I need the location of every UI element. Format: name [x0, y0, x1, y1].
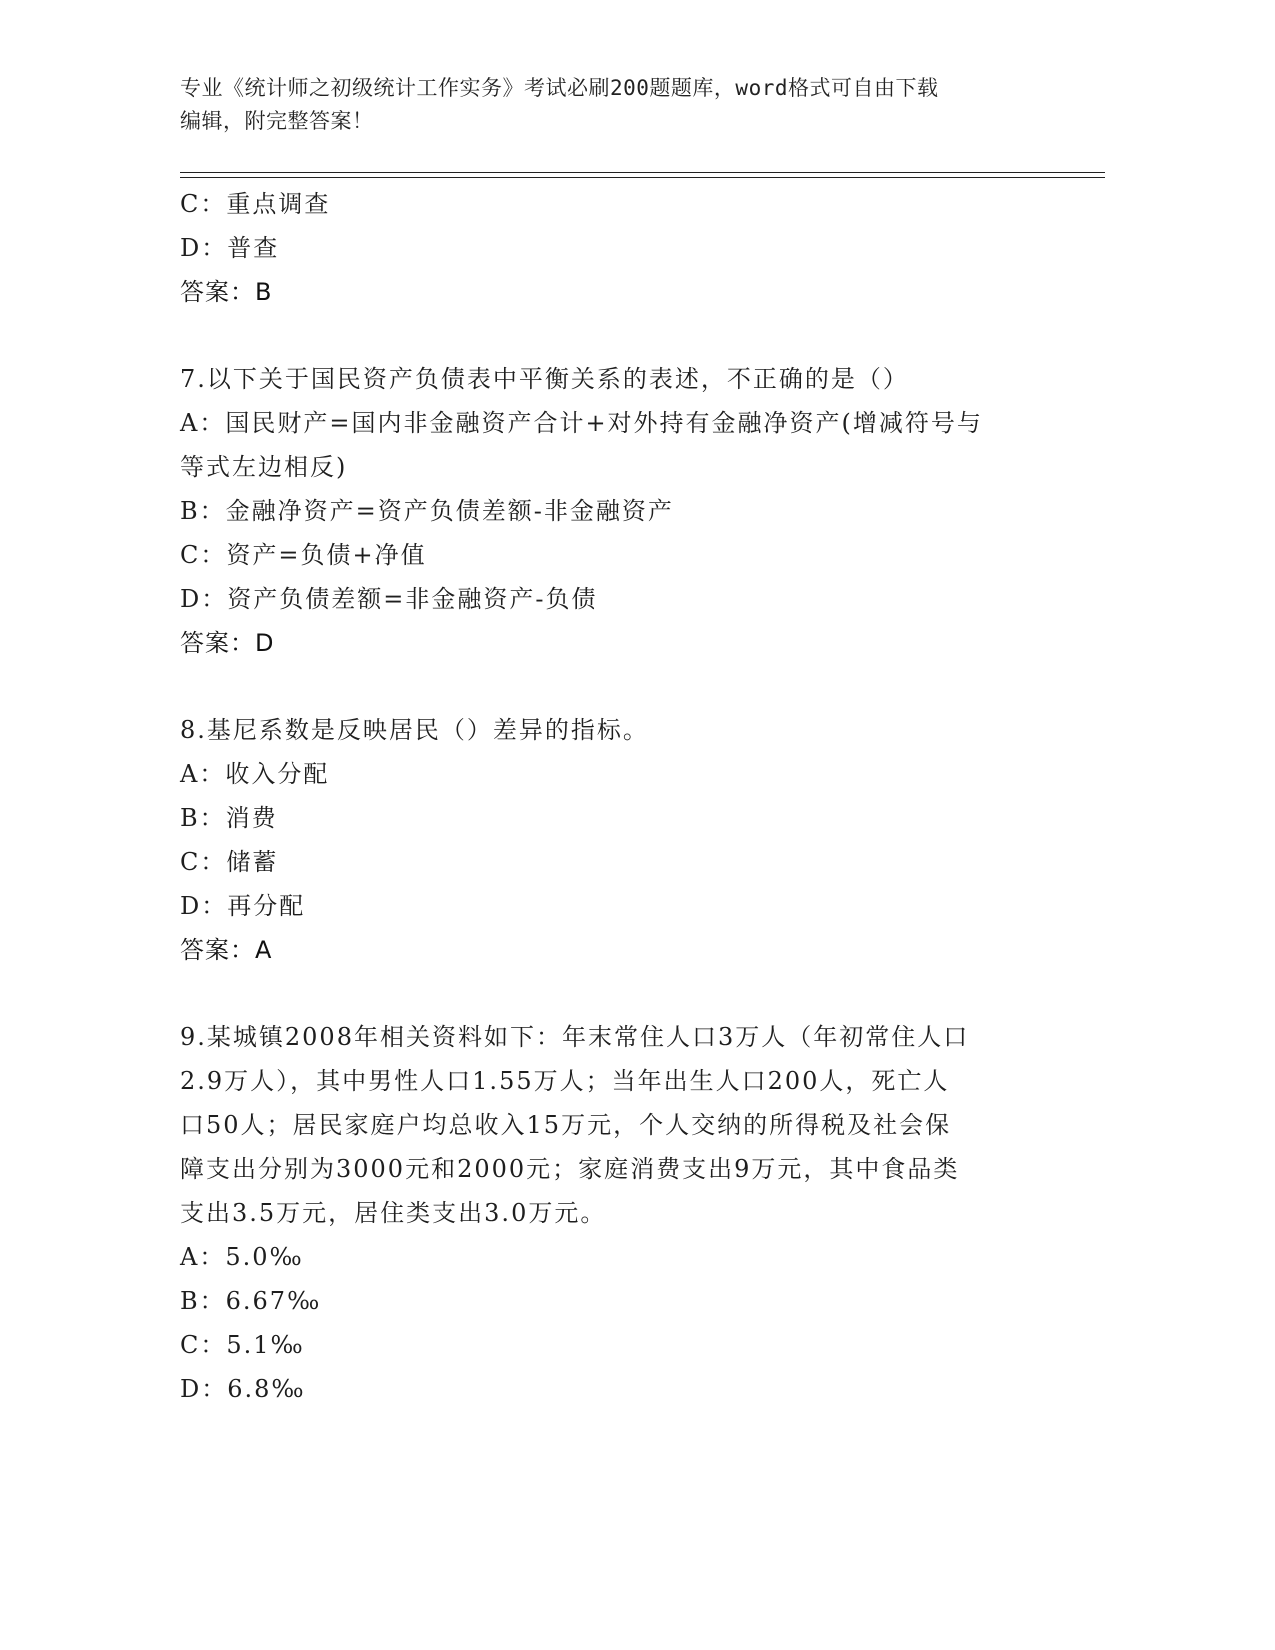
question-stem: 口50人；居民家庭户均总收入15万元，个人交纳的所得税及社会保: [180, 1111, 952, 1139]
header-line-2: 编辑，附完整答案！: [180, 109, 374, 133]
spacer: [180, 972, 1070, 1015]
answer-line: 答案：D: [180, 629, 275, 657]
option-line: D：再分配: [180, 892, 306, 920]
spacer: [180, 314, 1070, 357]
option-line: D：资产负债差额=非金融资产-负债: [180, 585, 598, 613]
header-divider-bottom: [180, 177, 1105, 178]
option-line: B：消费: [180, 804, 278, 832]
option-line: B：6.67‰: [180, 1287, 322, 1315]
option-line: C：重点调查: [180, 190, 331, 218]
option-line: C：储蓄: [180, 848, 279, 876]
option-line: C：5.1‰: [180, 1331, 305, 1359]
option-line: A：收入分配: [180, 760, 330, 788]
header-divider-top: [180, 172, 1105, 173]
document-header: [180, 72, 1060, 138]
prev-question-block: [180, 182, 1070, 314]
question-8: [180, 708, 1070, 972]
answer-line: 答案：B: [180, 278, 273, 306]
question-7: [180, 357, 1070, 665]
spacer: [180, 665, 1070, 708]
option-line: D：6.8‰: [180, 1375, 306, 1403]
option-line: B：金融净资产=资产负债差额-非金融资产: [180, 497, 674, 525]
question-stem: 7.以下关于国民资产负债表中平衡关系的表述，不正确的是（）: [180, 365, 909, 393]
answer-line: 答案：A: [180, 936, 273, 964]
question-stem: 8.基尼系数是反映居民（）差异的指标。: [180, 716, 649, 744]
header-line-1: 专业《统计师之初级统计工作实务》考试必刷200题题库，word格式可自由下载: [180, 76, 939, 100]
question-9: [180, 1015, 1070, 1411]
option-line: D：普查: [180, 234, 280, 262]
option-line: A：5.0‰: [180, 1243, 304, 1271]
option-line-continued: 等式左边相反): [180, 453, 348, 481]
question-stem: 9.某城镇2008年相关资料如下：年末常住人口3万人（年初常住人口: [180, 1023, 970, 1051]
document-body: [180, 182, 1070, 1411]
option-line: C：资产=负债+净值: [180, 541, 427, 569]
option-line: A：国民财产=国内非金融资产合计+对外持有金融净资产(增减符号与: [180, 409, 983, 437]
question-stem: 2.9万人），其中男性人口1.55万人；当年出生人口200人，死亡人: [180, 1067, 950, 1095]
question-stem: 障支出分别为3000元和2000元；家庭消费支出9万元，其中食品类: [180, 1155, 960, 1183]
question-stem: 支出3.5万元，居住类支出3.0万元。: [180, 1199, 607, 1227]
